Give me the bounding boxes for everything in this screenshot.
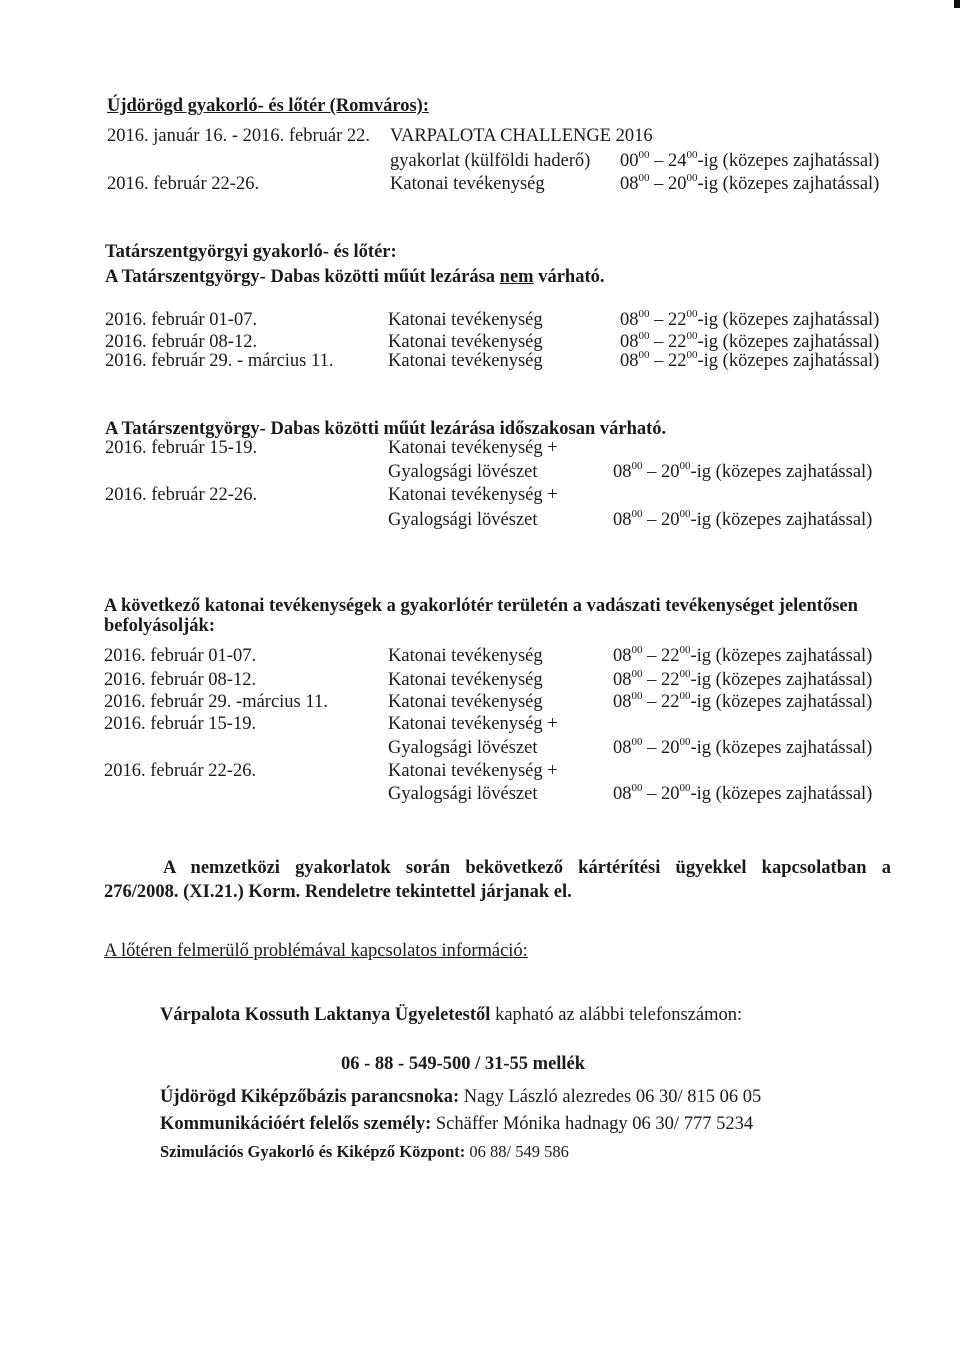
idoszakos-row-date: 2016. február 22-26. [105, 485, 258, 505]
romvaros-row-date: 2016. január 16. - 2016. február 22. [107, 126, 371, 146]
tatar-heading: Tatárszentgyörgyi gyakorló- és lőtér: [105, 242, 397, 262]
time-start: 00 [620, 151, 639, 171]
contact-label: Újdörögd Kiképzőbázis parancsnoka: [160, 1087, 460, 1107]
time-end-minutes: 00 [679, 508, 691, 520]
idoszakos-row-activity: Katonai tevékenység + [388, 438, 558, 458]
tatarszentgyorgy-row-date: 2016. február 01-07. [105, 310, 258, 330]
idoszakos-row-time [613, 461, 872, 483]
vadaszat-row-activity: Katonai tevékenység + [388, 761, 558, 781]
time-end: – 22 [642, 670, 680, 690]
time-start: 08 [613, 738, 632, 758]
vadaszat-row-time [613, 669, 872, 691]
vadaszat-row-activity: Katonai tevékenység [388, 646, 543, 666]
contact-label: Szimulációs Gyakorló és Kiképző Központ: [160, 1142, 466, 1161]
romvaros-row-activity: Katonai tevékenység [390, 174, 545, 194]
time-start: 08 [613, 670, 632, 690]
duty-text: kapható az alábbi telefonszámon: [490, 1005, 743, 1025]
time-note: -ig (közepes zajhatással) [690, 510, 873, 530]
time-end-minutes: 00 [679, 668, 691, 680]
idoszakos-row-activity: Gyalogsági lövészet [388, 510, 538, 530]
contact-value: Nagy László alezredes 06 30/ 815 06 05 [459, 1087, 762, 1107]
subheading-text-end: várható. [533, 267, 605, 287]
time-end-minutes: 00 [679, 460, 691, 472]
time-note: -ig (közepes zajhatással) [697, 151, 880, 171]
contact-label: Kommunikációért felelős személy: [160, 1114, 432, 1134]
contact-line [160, 1086, 761, 1108]
time-start-minutes: 00 [631, 782, 643, 794]
time-start-minutes: 00 [631, 644, 643, 656]
time-start-minutes: 00 [631, 736, 643, 748]
time-start: 08 [620, 310, 639, 330]
vadaszat-row-date: 2016. február 15-19. [104, 714, 257, 734]
vadaszat-row-activity: Gyalogsági lövészet [388, 738, 538, 758]
idoszakos-row-activity: Gyalogsági lövészet [388, 462, 538, 482]
subheading-text: A Tatárszentgyörgy- Dabas közötti műút lezárása [105, 267, 500, 287]
time-start: 08 [620, 351, 639, 371]
time-end: – 20 [642, 784, 680, 804]
tatarszentgyorgy-row-activity: Katonai tevékenység [388, 310, 543, 330]
vadaszat-row-time [613, 645, 872, 667]
duty-line [160, 1004, 742, 1026]
time-end: – 24 [649, 151, 687, 171]
tatarszentgyorgy-row-time [620, 350, 879, 372]
time-end: – 20 [649, 174, 687, 194]
duty-phone: 06 - 88 - 549-500 / 31-55 mellék [341, 1054, 586, 1074]
tatarszentgyorgy-row-activity: Katonai tevékenység [388, 332, 543, 352]
time-end: – 20 [642, 510, 680, 530]
contact-line [160, 1113, 753, 1135]
romvaros-row-activity: gyakorlat (külföldi haderő) [390, 151, 591, 171]
time-note: -ig (közepes zajhatással) [690, 784, 873, 804]
vadaszat-row-activity: Katonai tevékenység [388, 692, 543, 712]
time-end-minutes: 00 [679, 690, 691, 702]
idoszakos-heading: A Tatárszentgyörgy- Dabas közötti műút lezárása időszakosan várható. [105, 419, 667, 439]
vadaszat-row-time [613, 737, 872, 759]
time-note: -ig (közepes zajhatással) [690, 738, 873, 758]
tatarszentgyorgy-row-time [620, 309, 879, 331]
time-note: -ig (közepes zajhatással) [690, 646, 873, 666]
tatarszentgyorgy-row-date: 2016. február 08-12. [105, 332, 258, 352]
vadaszat-row-time [613, 691, 872, 713]
vadaszat-row-date: 2016. február 29. -március 11. [104, 692, 328, 712]
tatarszentgyorgy-row-activity: Katonai tevékenység [388, 351, 543, 371]
time-start: 08 [613, 462, 632, 482]
time-note: -ig (közepes zajhatással) [690, 692, 873, 712]
time-end-minutes: 00 [679, 644, 691, 656]
time-note: -ig (közepes zajhatással) [697, 174, 880, 194]
contact-value: Schäffer Mónika hadnagy 06 30/ 777 5234 [431, 1114, 754, 1134]
vadaszat-row-activity: Gyalogsági lövészet [388, 784, 538, 804]
tatarszentgyorgy-row-date: 2016. február 29. - március 11. [105, 351, 334, 371]
notice-line2: 276/2008. (XI.21.) Korm. Rendeletre tekintettel járjanak el. [104, 882, 572, 902]
time-end: – 22 [649, 310, 687, 330]
time-start: 08 [613, 692, 632, 712]
time-start: 08 [613, 784, 632, 804]
time-note: -ig (közepes zajhatással) [697, 351, 880, 371]
time-end: – 20 [642, 738, 680, 758]
idoszakos-row-activity: Katonai tevékenység + [388, 485, 558, 505]
romvaros-row-time [620, 150, 879, 172]
time-start: 08 [613, 510, 632, 530]
time-note: -ig (közepes zajhatással) [690, 670, 873, 690]
time-end: – 22 [649, 351, 687, 371]
time-end-minutes: 00 [679, 736, 691, 748]
vadaszat-row-activity: Katonai tevékenység [388, 670, 543, 690]
romvaros-row-activity: VARPALOTA CHALLENGE 2016 [390, 126, 653, 146]
time-start-minutes: 00 [638, 308, 650, 320]
time-start: 08 [620, 174, 639, 194]
time-start-minutes: 00 [631, 460, 643, 472]
subheading-emphasis: nem [499, 267, 534, 287]
contact-line [160, 1141, 569, 1163]
time-start-minutes: 00 [638, 330, 650, 342]
time-note: -ig (közepes zajhatással) [697, 332, 880, 352]
vadaszat-row-date: 2016. február 08-12. [104, 670, 257, 690]
tatar-subheading [105, 266, 605, 288]
info-heading: A lőtéren felmerülő problémával kapcsolatos információ: [104, 941, 528, 961]
time-start: 08 [613, 646, 632, 666]
time-note: -ig (közepes zajhatással) [697, 310, 880, 330]
vadaszat-heading-line2: befolyásolják: [104, 616, 215, 636]
time-end-minutes: 00 [686, 349, 698, 361]
vadaszat-row-activity: Katonai tevékenység + [388, 714, 558, 734]
romvaros-heading: Újdörögd gyakorló- és lőtér (Romváros): [107, 96, 429, 116]
time-start-minutes: 00 [638, 172, 650, 184]
vadaszat-row-date: 2016. február 01-07. [104, 646, 257, 666]
vadaszat-heading-line1: A következő katonai tevékenységek a gyakorlótér területén a vadászati tevékenységet jelentősen [104, 596, 858, 616]
time-start-minutes: 00 [631, 690, 643, 702]
time-end: – 22 [642, 692, 680, 712]
time-end-minutes: 00 [679, 782, 691, 794]
time-end-minutes: 00 [686, 330, 698, 342]
romvaros-row-date: 2016. február 22-26. [107, 174, 260, 194]
time-end-minutes: 00 [686, 308, 698, 320]
idoszakos-row-date: 2016. február 15-19. [105, 438, 258, 458]
time-end: – 20 [642, 462, 680, 482]
time-start-minutes: 00 [638, 349, 650, 361]
vadaszat-row-date: 2016. február 22-26. [104, 761, 257, 781]
time-start-minutes: 00 [631, 508, 643, 520]
time-start: 08 [620, 332, 639, 352]
time-end-minutes: 00 [686, 172, 698, 184]
contact-value: 06 88/ 549 586 [465, 1142, 569, 1161]
idoszakos-row-time [613, 509, 872, 531]
time-end: – 22 [642, 646, 680, 666]
duty-office: Várpalota Kossuth Laktanya Ügyeletestől [160, 1005, 491, 1025]
notice-line1: A nemzetközi gyakorlatok során bekövetkező kártérítési ügyekkel kapcsolatban a [163, 858, 891, 878]
time-note: -ig (közepes zajhatással) [690, 462, 873, 482]
time-end: – 22 [649, 332, 687, 352]
time-start-minutes: 00 [631, 668, 643, 680]
time-start-minutes: 00 [638, 149, 650, 161]
time-end-minutes: 00 [686, 149, 698, 161]
vadaszat-row-time [613, 783, 872, 805]
scan-mark [954, 0, 960, 8]
romvaros-row-time [620, 173, 879, 195]
